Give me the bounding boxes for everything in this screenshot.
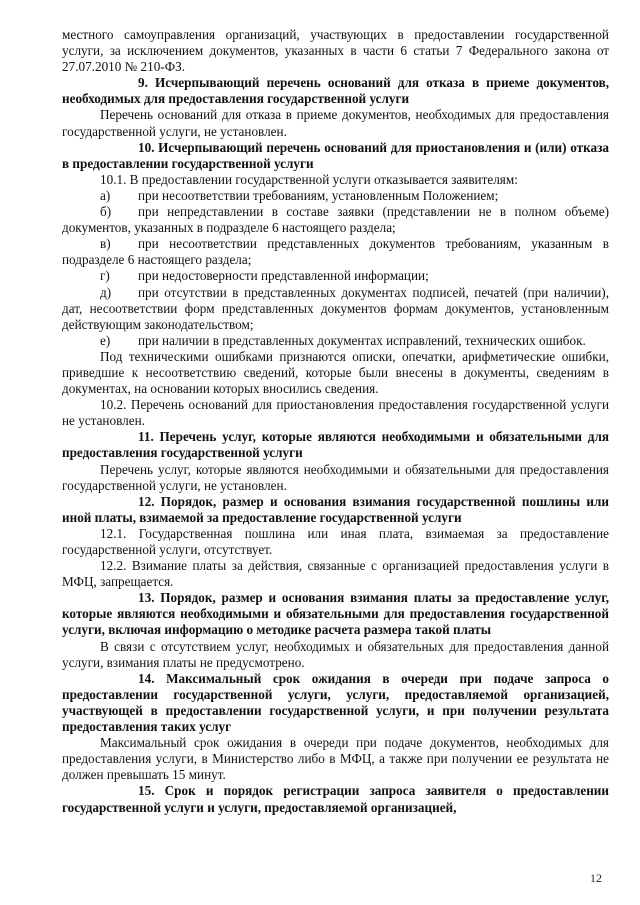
list-item	[62, 236, 609, 268]
paragraph: Под техническими ошибками признаются описки, опечатки, арифметические ошибки, приведшие к несоответствию сведений, которые были внесены в документы, сведениям в документах, на основании которых вносились сведения.	[62, 348, 609, 397]
paragraph: 12.2. Взимание платы за действия, связанные с организацией предоставления услуги в МФЦ, запрещается.	[62, 558, 609, 590]
list-item-text: при непредставлении в составе заявки (представлении не в полном объеме) документов, указанных в подразделе 6 настоящего раздела;	[62, 204, 609, 236]
list-item	[62, 333, 609, 349]
section-heading	[62, 429, 609, 461]
list-item-label: г)	[100, 268, 110, 284]
list-item	[62, 204, 609, 236]
paragraph: В связи с отсутствием услуг, необходимых и обязательных для предоставления данной услуги, взимания платы не предусмотрено.	[62, 638, 609, 670]
section-number: 9.	[138, 75, 148, 91]
paragraph: 10.2. Перечень оснований для приостановления предоставления государственной услуги не установлен.	[62, 397, 609, 429]
list-item-label: в)	[100, 236, 111, 252]
list-item-text: при недостоверности представленной информации;	[138, 268, 429, 284]
list-item-text: при несоответствии представленных документов требованиям, указанным в подразделе 6 настоящего раздела;	[62, 236, 609, 268]
section-number: 12.	[138, 493, 155, 509]
list-item-text: при несоответствии требованиям, установленным Положением;	[138, 187, 499, 203]
list-item	[62, 285, 609, 333]
list-item-label: е)	[100, 332, 111, 348]
paragraph: 10.1. В предоставлении государственной услуги отказывается заявителям:	[100, 171, 518, 187]
paragraph: 12.1. Государственная пошлина или иная плата, взимаемая за предоставление государственной услуги, отсутствует.	[62, 525, 609, 557]
list-item-text: при отсутствии в представленных документах подписей, печатей (при наличии), дат, несоответствии форм представленных документов формам документов, установленным действующим законодательством;	[62, 284, 609, 332]
paragraph: Максимальный срок ожидания в очереди при подаче документов, необходимых для предоставления услуги, в Министерство либо в МФЦ, а также при получении ее результата не должен превышать 15 минут.	[62, 735, 609, 783]
section-heading-text: Порядок, размер и основания взимания платы за предоставление услуг, которые являются необходимыми и обязательными для предоставления государственной услуги, включая информацию о методике расчета размера такой платы	[62, 590, 610, 638]
section-number: 13.	[138, 590, 155, 606]
section-number: 14.	[138, 670, 155, 686]
section-number: 11.	[138, 429, 154, 445]
list-item-text: при наличии в представленных документах исправлений, технических ошибок.	[138, 332, 586, 348]
section-heading	[62, 671, 609, 735]
page-number: 12	[590, 871, 602, 885]
list-item	[62, 268, 609, 284]
section-heading	[62, 140, 609, 172]
section-heading	[62, 590, 609, 638]
list-item-label: а)	[100, 187, 111, 203]
section-heading	[62, 783, 609, 815]
paragraph: местного самоуправления организаций, участвующих в предоставлении государственной услуги, за исключением документов, указанных в части 6 статьи 7 Федерального закона от 27.07.2010 № 210-ФЗ.	[62, 27, 609, 75]
section-heading	[62, 75, 609, 107]
section-heading-text: Максимальный срок ожидания в очереди при подаче запроса о предоставлении государственной услуги, услуги, предоставляемой организацией, участвующей в предоставлении государственной услуги, и при получении результата предоставления таких услуг	[62, 670, 609, 735]
list-item-label: б)	[100, 204, 112, 220]
section-heading-text: Порядок, размер и основания взимания государственной пошлины или иной платы, взимаемой за предоставление государственной услуги	[62, 493, 609, 525]
section-heading-text: Исчерпывающий перечень оснований для приостановления и (или) отказа в предоставлении государственной услуги	[62, 139, 609, 171]
section-heading-text: Исчерпывающий перечень оснований для отказа в приеме документов, необходимых для предоставления государственной услуги	[62, 75, 609, 107]
section-number: 15.	[138, 783, 155, 799]
section-number: 10.	[138, 139, 155, 155]
section-heading-text: Срок и порядок регистрации запроса заявителя о предоставлении государственной услуги и услуги, предоставляемой организацией,	[62, 783, 609, 815]
document-page	[62, 27, 609, 816]
list-item-label: д)	[100, 284, 112, 300]
section-heading	[62, 494, 609, 526]
paragraph: Перечень оснований для отказа в приеме документов, необходимых для предоставления государственной услуги, не установлен.	[62, 107, 609, 139]
section-heading-text: Перечень услуг, которые являются необходимыми и обязательными для предоставления государственной услуги	[62, 429, 609, 461]
list-item	[62, 188, 609, 204]
paragraph: Перечень услуг, которые являются необходимыми и обязательными для предоставления государственной услуги, не установлен.	[62, 461, 609, 493]
